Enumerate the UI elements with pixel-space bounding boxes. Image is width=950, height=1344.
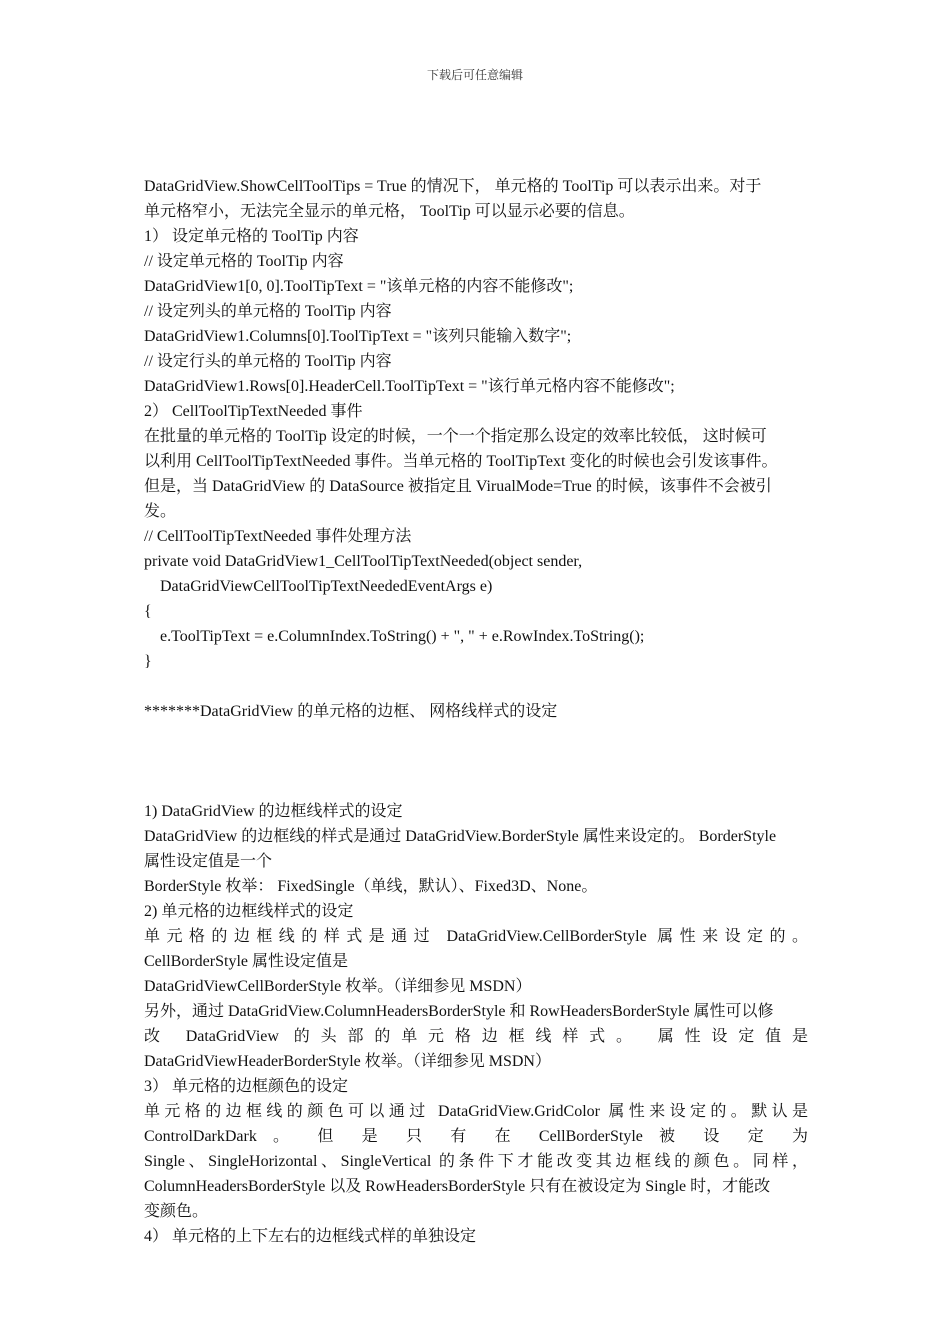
text-line: CellBorderStyle 属性设定值是: [144, 953, 348, 970]
spacer: [144, 774, 808, 799]
text-line: BorderStyle 枚举： FixedSingle（单线，默认）、Fixed3D、None。: [144, 878, 598, 895]
subheading: 2) 单元格的边框线样式的设定: [144, 903, 354, 920]
text-line: 变颜色。: [144, 1203, 209, 1220]
document-body: [144, 174, 808, 1249]
code-line: {: [144, 603, 152, 620]
code-comment: // 设定列头的单元格的 ToolTip 内容: [144, 303, 392, 320]
subheading: 1） 设定单元格的 ToolTip 内容: [144, 228, 359, 245]
section-title: *******DataGridView 的单元格的边框、 网格线样式的设定: [144, 703, 558, 720]
text-line: 单元格的边框线的样式是通过 DataGridView.CellBorderStyle 属性来设定的。: [144, 928, 808, 945]
code-line: private void DataGridView1_CellToolTipTextNeeded(object sender,: [144, 553, 583, 570]
subheading: 2） CellToolTipTextNeeded 事件: [144, 403, 363, 420]
subheading: 4） 单元格的上下左右的边框线式样的单独设定: [144, 1228, 477, 1245]
text-line: 属性设定值是一个: [144, 853, 273, 870]
subheading: 3） 单元格的边框颜色的设定: [144, 1078, 349, 1095]
text-line: DataGridView.ShowCellToolTips = True 的情况下， 单元格的 ToolTip 可以表示出来。对于: [144, 178, 762, 195]
code-line: DataGridView1.Columns[0].ToolTipText = "该列只能输入数字";: [144, 328, 572, 345]
text-line: 以利用 CellToolTipTextNeeded 事件。当单元格的 ToolTipText 变化的时候也会引发该事件。: [144, 453, 778, 470]
text-line: 但是，当 DataGridView 的 DataSource 被指定且 VirualMode=True 的时候，该事件不会被引: [144, 478, 772, 495]
text-line: 改 DataGridView 的头部的单元格边框线样式。 属性设定值是: [144, 1028, 808, 1045]
text-line: 在批量的单元格的 ToolTip 设定的时候，一个一个指定那么设定的效率比较低， 这时候可: [144, 428, 767, 445]
text-line: 发。: [144, 503, 177, 520]
code-comment: // 设定单元格的 ToolTip 内容: [144, 253, 344, 270]
subheading: 1) DataGridView 的边框线样式的设定: [144, 803, 403, 820]
code-comment: // CellToolTipTextNeeded 事件处理方法: [144, 528, 412, 545]
page-header: 下载后可任意编辑: [426, 68, 523, 82]
code-line: DataGridView1.Rows[0].HeaderCell.ToolTipText = "该行单元格内容不能修改";: [144, 378, 675, 395]
code-line: e.ToolTipText = e.ColumnIndex.ToString() + ", " + e.RowIndex.ToString();: [160, 628, 645, 645]
code-line: DataGridView1[0, 0].ToolTipText = "该单元格的内容不能修改";: [144, 278, 574, 295]
spacer: [144, 674, 808, 699]
code-line: DataGridViewCellToolTipTextNeededEventArgs e): [160, 578, 493, 595]
text-line: Single、SingleHorizontal、SingleVertical 的条件下才能改变其边框线的颜色。同样，: [144, 1153, 808, 1170]
text-line: 单元格的边框线的颜色可以通过 DataGridView.GridColor 属性来设定的。默认是: [144, 1103, 808, 1120]
text-line: ColumnHeadersBorderStyle 以及 RowHeadersBorderStyle 只有在被设定为 Single 时，才能改: [144, 1178, 771, 1195]
text-line: ControlDarkDark 。 但 是 只 有 在 CellBorderStyle 被 设 定 为: [144, 1128, 808, 1145]
spacer: [144, 724, 808, 774]
text-line: DataGridViewCellBorderStyle 枚举。（详细参见 MSDN）: [144, 978, 532, 995]
text-line: DataGridView 的边框线的样式是通过 DataGridView.BorderStyle 属性来设定的。 BorderStyle: [144, 828, 777, 845]
code-comment: // 设定行头的单元格的 ToolTip 内容: [144, 353, 392, 370]
code-line: }: [144, 653, 152, 670]
text-line: DataGridViewHeaderBorderStyle 枚举。（详细参见 MSDN）: [144, 1053, 551, 1070]
text-line: 单元格窄小，无法完全显示的单元格， ToolTip 可以显示必要的信息。: [144, 203, 635, 220]
text-line: 另外，通过 DataGridView.ColumnHeadersBorderStyle 和 RowHeadersBorderStyle 属性可以修: [144, 1003, 774, 1020]
